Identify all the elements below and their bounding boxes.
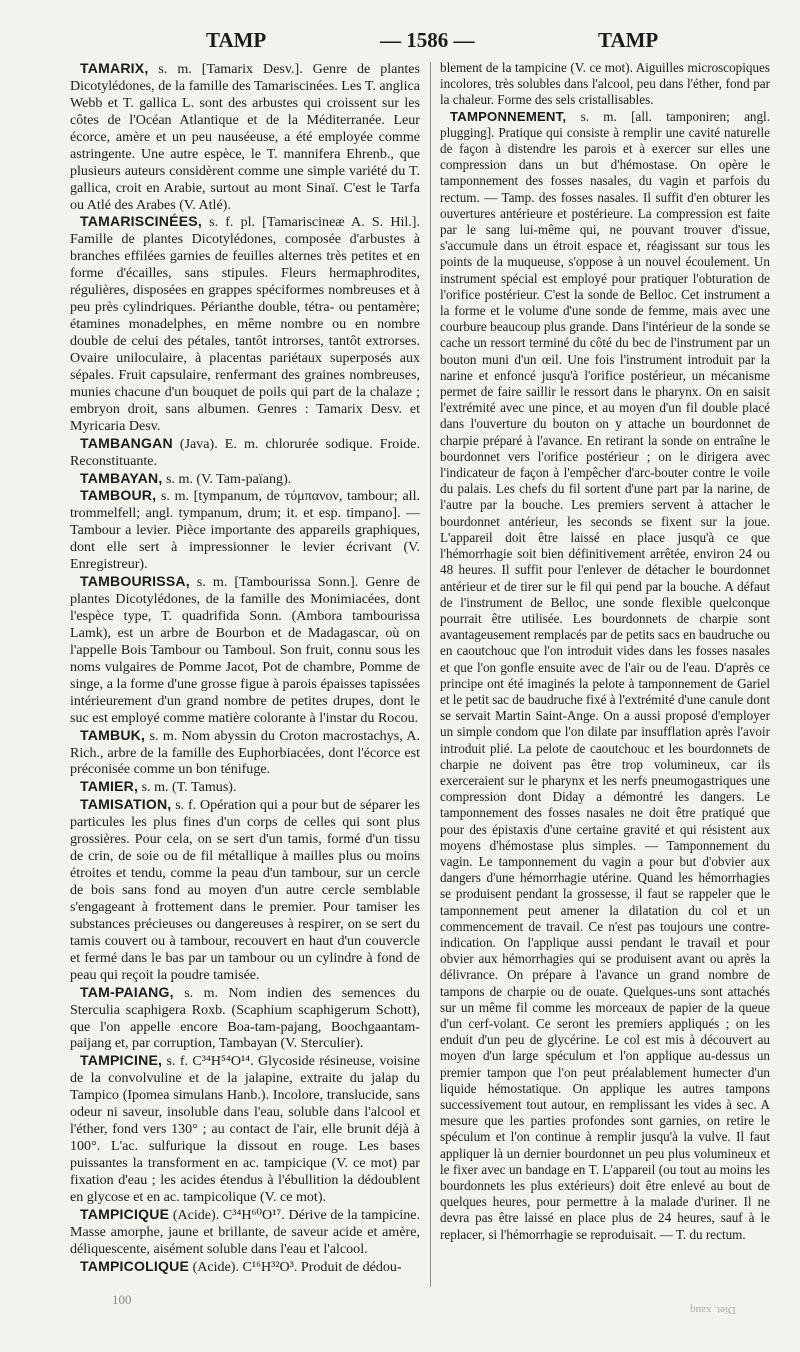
entry-definition: (Java). E. m. chlorurée sodique. Froide. Reconstituante. [70, 435, 420, 469]
dictionary-entry [440, 109, 770, 1243]
entry-headword: TAMPICIQUE [80, 1205, 170, 1222]
dictionary-entry [70, 435, 420, 470]
dictionary-entry [70, 573, 420, 726]
entry-headword: TAMIER, [80, 778, 139, 795]
dictionary-entry [70, 727, 420, 779]
dictionary-entry [70, 470, 420, 488]
entry-definition: s. m. [Tambourissa Sonn.]. Genre de plantes Dicotylédones, de la famille des Monimiacées, dont l'espèce type, T. quadrifida Sonn. (Ambora tambourissa Lamk), est un arbre de Bourbon et de Madagascar, où on l'appelle Bois Tambour ou Tamboul. Son fruit, connu sous les noms vulgaires de Pomme Jacot, Pot de chambre, Pomme de singe, a la forme d'une grosse figue à parois épaisses tapissées intérieurement d'un grand nombre de petites drupes, dont le suc est employé comme matière colorante à l'instar du Rocou. [70, 574, 420, 726]
entry-definition: (Acide). C¹⁶H³²O³. Produit de dédou- [189, 1258, 402, 1275]
dictionary-entry [70, 1052, 420, 1205]
dictionary-entry [440, 60, 770, 109]
dictionary-entry [70, 778, 420, 796]
dictionary-entry [70, 213, 420, 434]
dictionary-entry [70, 1258, 420, 1276]
entry-headword: TAMARISCINÉES, [80, 213, 202, 230]
header-left-guide-word: TAMP [206, 28, 267, 52]
column-divider [430, 62, 431, 1287]
header-right-guide-word: TAMP [598, 28, 659, 52]
entry-headword: TAMBANGAN [80, 434, 173, 451]
page-number: — 1586 — [380, 28, 475, 52]
entry-definition: s. m. [tympanum, de τύμπανον, tambour; all. trommelfell; angl. tympanum, drum; it. et esp. timpano]. — Tambour a levier. Pièce importante des appareils graphiques, dont elle sert à impressionner le levier écrivant (V. Enregistreur). [70, 488, 420, 573]
entry-headword: TAMBOURISSA, [80, 573, 190, 590]
dictionary-entry [70, 1206, 420, 1258]
entry-headword: TAMPONNEMENT, [450, 108, 567, 124]
entry-definition: s. m. Nom indien des semences du Sterculia scaphigera Roxb. (Scaphium scaphigerum Schott), que l'on appelle encore Boa-tam-pajang, Boochgaantam-paijang et, par corruption, Tambayan (V. Sterculier). [70, 984, 420, 1052]
entry-headword: TAM-PAIANG, [80, 983, 174, 1000]
left-column [70, 60, 420, 1276]
entry-definition: s. f. Opération qui a pour but de séparer les particules les plus fines d'un corps de celles qui sont plus grossières. Pour cela, on se sert d'un tamis, formé d'un tissu de crin, de soie ou de fil métallique à mailles plus ou moins étroites et tendu, comme la peau d'un tambour, sur un cercle de bois sans fond au moyen d'un autre cercle semblable s'engageant à frottement dans le premier. Pour tamiser les substances précieuses ou dangereuses à respirer, on se sert du tamis couvert ou à tambour, recouvert en haut d'un couvercle et fermé dans le bas par un tambour ou un cylindre à fond de peau qui reçoit la poudre tamisée. [70, 797, 420, 983]
entry-definition: s. m. (V. Tam-païang). [162, 470, 292, 487]
dictionary-entry [70, 984, 420, 1053]
entry-definition: s. m. [Tamarix Desv.]. Genre de plantes Dicotylédones, de la famille des Tamariscinées. Les T. anglica Webb et T. gallica L. sont des arbustes qui croissent sur les côtes de l'Océan Atlantique et de la Méditerranée. Leur écorce, amère et un peu nauséeuse, a été employée comme astringente. Une autre espèce, le T. mannifera Ehrenb., que plusieurs auteurs considèrent comme une simple variété du T. gallica, croit en Arabie, surtout au mont Sinaï. C'est le Tarfa ou Atlé des Arabes (V. Atlé). [70, 61, 420, 213]
footer-mirror-mark: Diet. xauq [690, 1304, 736, 1316]
entry-headword: TAMPICINE, [80, 1052, 163, 1069]
dictionary-entry [70, 60, 420, 213]
entry-headword: TAMARIX, [80, 60, 149, 76]
entry-definition: s. f. C³⁴H⁵⁴O¹⁴. Glycoside résineuse, voisine de la convolvuline et de la jalapine, extraite du jalap du Tampico (Ipomea simulans Hanb.). Incolore, translucide, sans odeur ni saveur, insoluble dans l'eau, soluble dans l'alcool et l'éther, fond vers 130° ; au contact de l'air, elle brunit déjà à 100°. L'ac. sulfurique la dissout en rouge. Les bases puissantes la transforment en ac. tampicique (V. ce mot) par fixation d'eau ; les acides étendus à l'ébullition la dédoublent en glycose et en ac. tampicolique (V. ce mot). [70, 1053, 420, 1205]
entry-headword: TAMBAYAN, [80, 469, 163, 486]
running-header [0, 28, 800, 58]
entry-headword: TAMBUK, [80, 726, 146, 743]
entry-definition: s. m. Nom abyssin du Croton macrostachys, A. Rich., arbre de la famille des Euphorbiacées, dont l'écorce est préconisée comme un bon ténifuge. [70, 727, 420, 778]
footer-mark: 100 [112, 1292, 132, 1307]
entry-headword: TAMPICOLIQUE [80, 1257, 190, 1274]
dictionary-entry [70, 487, 420, 573]
right-column [440, 60, 770, 1243]
entry-headword: TAMISATION, [80, 796, 172, 813]
entry-definition: blement de la tampicine (V. ce mot). Aiguilles microscopiques incolores, très solubles dans l'alcool, peu dans l'éther, fond par la chaleur. Forme des sels cristallisables. [440, 60, 770, 108]
entry-definition: s. f. pl. [Tamariscineæ A. S. Hil.]. Famille de plantes Dicotylédones, composée d'arbustes à branches effilées garnies de feuilles alternes très petites et en forme d'écailles, sans stipules. Fleurs hermaphrodites, régulières, disposées en grappes spéciformes nombreuses et à peu près cylindriques. Périanthe double, tétra- ou pentamère; étamines monadelphes, en même nombre ou en nombre double de celui des pétales, tantôt introrses, tantôt extrorses. Ovaire uniloculaire, à placentas pariétaux superposés aux sépales. Fruit capsulaire, renfermant des graines nombreuses, munies chacune d'un bouquet de poils qui part de la chalaze ; embryon droit, sans albumen. Genres : Tamarix Desv. et Myricaria Desv. [70, 214, 420, 434]
dictionary-entry [70, 796, 420, 983]
entry-headword: TAMBOUR, [80, 487, 157, 504]
entry-definition: (Acide). C³⁴H⁶⁰O¹⁷. Dérive de la tampicine. Masse amorphe, jaune et brillante, de saveur acide et amère, déliquescente, aisément soluble dans l'eau et l'alcool. [70, 1206, 420, 1257]
entry-definition: s. m. [all. tamponiren; angl. plugging]. Pratique qui consiste à remplir une cavité naturelle de façon à distendre les parois et à exercer sur elles une compression dans un but d'hémostase. On opère le tamponnement des fosses nasales, du vagin et parfois du rectum. — Tamp. des fosses nasales. Il suffit d'en obturer les ouvertures antérieure et postérieure. La compression est faite par le sang lui-même qui, ne pouvant trouver d'issue, s'accumule dans un étroit espace et, réagissant sur tous les points de la muqueuse, s'oppose à un nouvel écoulement. Un instrument spécial est employé pour pratiquer l'obturation de l'orifice postérieur. C'est la sonde de Belloc. Cet instrument a la forme et le volume d'une sonde de femme, mais avec une courbure beaucoup plus grande. Dans l'intérieur de la sonde se cache un ressort terminé du côté du bec de l'instrument par un bouton muni d'un œil. Une fois l'instrument introduit par la narine et enfoncé jusqu'à l'orifice postérieur, un mécanisme permet de faire saillir le ressort dans le pharynx. On en saisit l'extrémité avec une pince, et au moyen d'un fil double placé dans l'ouverture du bouton on y attache un bourdonnet de charpie préparé à l'avance. En retirant la sonde on entraîne le bourdonnet vers l'orifice postérieur ; on le dirigera avec l'indicateur de façon à l'empêcher d'arc-bouter contre le voile du palais. Les chefs du fil sortent d'une part par la narine, de l'autre par la bouche. Les premiers servent à attacher le bourdonnet antérieur, les seconds se fixent sur la joue. L'appareil doit être laissé en place jusqu'à ce que l'hémorrhagie soit bien définitivement arrêtée, environ 24 ou 48 heures. Il suffit pour l'enlever de détacher le bourdonnet antérieur et de tirer sur le fil qui pend par la bouche. A défaut de l'instrument de Belloc, une sonde flexible quelconque pourrait être utilisée. Les bourdonnets de charpie sont avantageusement remplacés par de petits sacs en baudruche ou en caoutchouc que l'on introduit vides dans les fosses nasales et que l'on gonfle ensuite avec de l'air ou de l'eau. D'après ce principe ont été imaginés la pelote à tamponnement de Gariel et le petit sac de baudruche fixé à l'extrémité d'une canule dont se servait Martin Saint-Ange. On a aussi proposé d'employer un simple condom que l'on dilate par insufflation après l'avoir introduit plié. La pelote de caoutchouc et les bourdonnets de charpie ne doivent pas être trop volumineux, car ils exerceraient sur le pharynx et les nerfs pneumogastriques une compression dont Diday a démontré les dangers. Le tamponnement des fosses nasales ne doit être pratiqué que pour des épistaxis d'une certaine gravité et qui résistent aux moyens d'hémostase plus simples. — Tamponnement du vagin. Le tamponnement du vagin a pour but d'obvier aux dangers d'une hémorrhagie utérine. Quand les hémorrhagies se produisent pendant la grossesse, il faut se rappeler que le tamponnement peut amener la dilatation du col et un commencement de travail. Ce n'est pas toujours une contre-indication. On l'applique aussi pendant le travail et pour obvier aux hémorrhagies qui se produisent avant ou après la délivrance. On prépare à l'avance un grand nombre de tampons de charpie ou de ouate. Quelques-uns sont attachés sur un même fil comme les morceaux de papier de la queue d'un cerf-volant. Ce seront les premiers appliqués ; on les enduit d'un peu de glycérine. Le col est mis à découvert au moyen d'un large spéculum et l'on applique au-dessus un premier tampon que l'on peut préalablement humecter d'un liquide hémostatique. On applique les autres tampons successivement tout autour, en remplissant les vides à sec. A mesure que les parties profondes sont garnies, on retire le spéculum et l'on continue à remplir jusqu'à la vulve. Il faut appliquer là un dernier bourdonnet un peu plus volumineux et le fixer avec un bandage en T. L'appareil (ou tout au moins les bourdonnets les plus extérieurs) doit être enlevé au bout de quelques heures, pour permettre à la malade d'uriner. Il ne devra pas être laissé en place plus de 24 heures, sauf à le replacer, si l'hémorrhagie se reproduisait. — T. du rectum. [440, 108, 770, 1242]
entry-definition: s. m. (T. Tamus). [138, 779, 237, 796]
